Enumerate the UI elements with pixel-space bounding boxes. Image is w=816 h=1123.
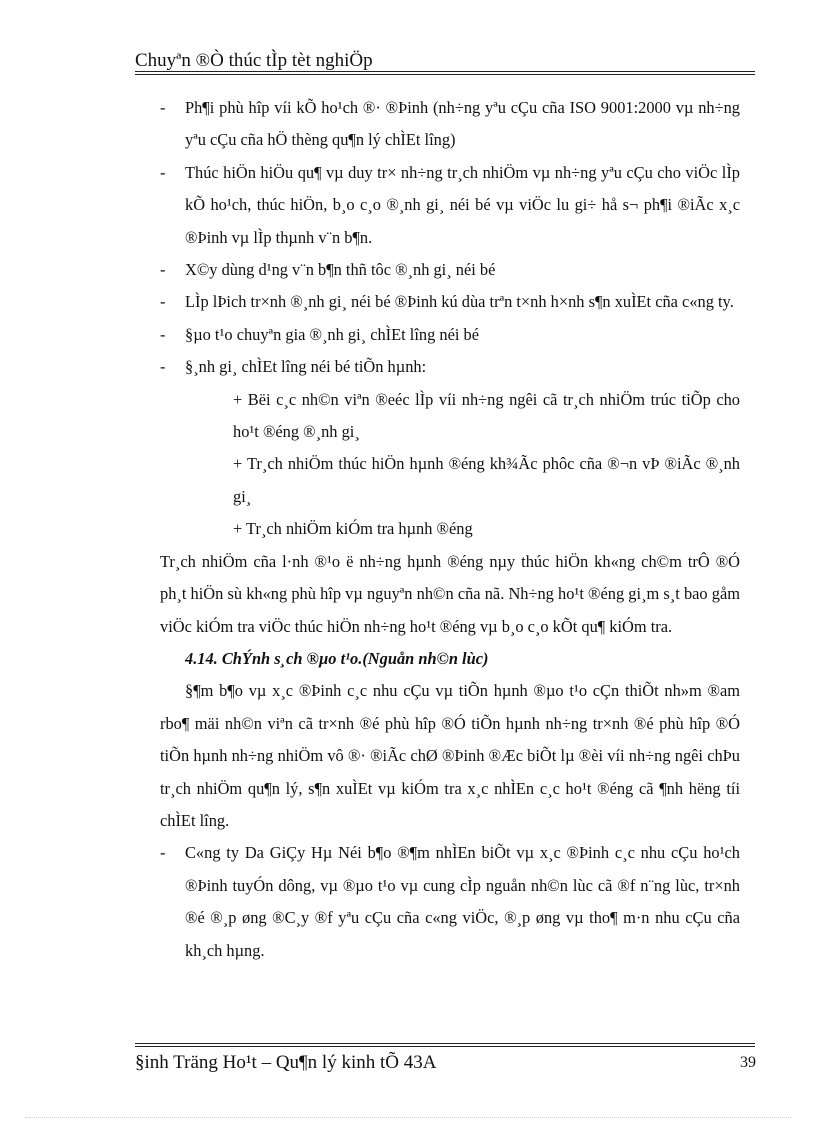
page-break-line: [25, 1117, 791, 1118]
bullet-text: §µo t¹o chuyªn gia ®¸nh gi¸ chÌEt lîng néi bé: [185, 324, 479, 344]
footer-author: §inh Träng Ho¹t – Qu¶n lý kinh tÕ 43A: [135, 1052, 437, 1073]
bullet-item: - §µo t¹o chuyªn gia ®¸nh gi¸ chÌEt lîng néi bé: [160, 324, 479, 344]
sub-item: + Bëi c¸c nh©n viªn ®eéc lÌp víi nh÷ng ngêi cã tr¸ch nhiÖm trúc tiÕp cho ho¹t ®éng ®¸nh gi¸: [233, 389, 740, 442]
page-header-title: Chuyªn ®Ò thúc tÌp tèt nghiÖp: [135, 50, 373, 71]
header-rule: [135, 71, 755, 72]
page-body: [160, 92, 740, 967]
bullet-text: LÌp lÞich tr×nh ®¸nh gi¸ néi bé ®Þinh kú dùa trªn t×nh h×nh s¶n xuÌEt cña c«ng ty.: [185, 292, 734, 312]
bullet-text: X©y dùng d¹ng v¨n b¶n thñ tôc ®¸nh gi¸ néi bé: [185, 260, 496, 280]
bullet-item: - §¸nh gi¸ chÌEt lîng néi bé tiÕn hµnh:: [160, 357, 427, 377]
bullet-text: Thúc hiÖn hiÖu qu¶ vµ duy tr× nh÷ng tr¸ch nhiÖm vµ nh÷ng yªu cÇu cho viÖc lÌp kÕ ho¹ch, thúc hiÖn, b¸o c¸o ®¸nh gi¸ néi bé vµ viÖc lu gi÷ hå s¬ ph¶i ®iÃc x¸c ®Þinh vµ lÌp thµnh v¨n b¶n.: [185, 162, 740, 247]
sub-item: + Tr¸ch nhiÖm thúc hiÖn hµnh ®éng kh¾Ãc phôc cña ®¬n vÞ ®iÃc ®¸nh gi¸: [233, 454, 740, 506]
bullet-text: §¸nh gi¸ chÌEt lîng néi bé tiÕn hµnh:: [185, 357, 427, 377]
footer-rule: [135, 1043, 755, 1044]
sub-item: + Tr¸ch nhiÖm kiÓm tra hµnh ®éng: [233, 519, 473, 539]
footer-rule-double: [135, 1046, 755, 1047]
bullet-item: - Ph¶i phù hîp víi kÕ ho¹ch ®· ®Þinh (nh÷ng yªu cÇu cña ISO 9001:2000 vµ nh÷ng yªu cÇu cña hÖ thèng qu¶n lý chÌEt lîng): [160, 98, 740, 150]
bullet-item: - Thúc hiÖn hiÖu qu¶ vµ duy tr× nh÷ng tr¸ch nhiÖm vµ nh÷ng yªu cÇu cho viÖc lÌp kÕ ho¹ch, thúc hiÖn, b¸o c¸o ®¸nh gi¸ néi bé vµ viÖc lu gi÷ hå s¬ ph¶i ®iÃc x¸c ®Þinh vµ lÌp thµnh v¨n b¶n.: [160, 162, 740, 247]
header-rule-double: [135, 74, 755, 75]
page-number: 39: [740, 1054, 756, 1071]
paragraph: Tr¸ch nhiÖm cña l·nh ®¹o ë nh÷ng hµnh ®éng nµy thúc hiÖn kh«ng ch©m trÔ ®Ó ph¸t hiÖn sù kh«ng phù hîp vµ nguyªn nh©n cña nã. Nh÷ng ho¹t ®éng gi¸m s¸t bao gåm viÖc kiÓm tra viÖc thúc hiÖn nh÷ng ho¹t ®éng vµ b¸o c¸o kÕt qu¶ kiÓm tra.: [160, 551, 740, 636]
bullet-item: - LÌp lÞich tr×nh ®¸nh gi¸ néi bé ®Þinh kú dùa trªn t×nh h×nh s¶n xuÌEt cña c«ng ty.: [160, 292, 734, 312]
paragraph: §¶m b¶o vµ x¸c ®Þinh c¸c nhu cÇu vµ tiÕn hµnh ®µo t¹o cÇn thiÕt nh»m ®am rbo¶ mäi nh©n viªn cã tr×nh ®é phù hîp ®Ó tiÕn hµnh nh÷ng tr×nh ®é phù hîp ®Ó tiÕn hµnh nh÷ng nhiÖm vô ®· ®iÃc chØ ®Þinh ®Æc biÕt lµ ®èi víi nh÷ng ngêi chÞu tr¸ch nhiÖm qu¶n lý, s¶n xuÌEt vµ kiÓm tra x¸c nhÌEn c¸c ho¹t ®éng cã ¶nh hëng tíi chÌEt lîng.: [160, 681, 740, 830]
bullet-item: - C«ng ty Da GiÇy Hµ Néi b¶o ®¶m nhÌEn biÕt vµ x¸c ®Þinh c¸c nhu cÇu ho¹ch ®Þinh tuyÓn dông, vµ ®µo t¹o vµ cung cÌp nguån nh©n lùc cã ®f n¨ng lùc, tr×nh ®é ®¸p øng ®C¸y ®f yªu cÇu cña c«ng viÖc, ®¸p øng vµ tho¶ m·n nhu cÇu cña kh¸ch hµng.: [160, 843, 740, 960]
bullet-text: C«ng ty Da GiÇy Hµ Néi b¶o ®¶m nhÌEn biÕt vµ x¸c ®Þinh c¸c nhu cÇu ho¹ch ®Þinh tuyÓn dông, vµ ®µo t¹o vµ cung cÌp nguån nh©n lùc cã ®f n¨ng lùc, tr×nh ®é ®¸p øng ®C¸y ®f yªu cÇu cña c«ng viÖc, ®¸p øng vµ tho¶ m·n nhu cÇu cña kh¸ch hµng.: [185, 843, 740, 960]
bullet-item: - X©y dùng d¹ng v¨n b¶n thñ tôc ®¸nh gi¸ néi bé: [160, 260, 496, 280]
bullet-text: Ph¶i phù hîp víi kÕ ho¹ch ®· ®Þinh (nh÷ng yªu cÇu cña ISO 9001:2000 vµ nh÷ng yªu cÇu cña hÖ thèng qu¶n lý chÌEt lîng): [185, 98, 740, 150]
section-heading: 4.14. ChÝnh s¸ch ®µo t¹o.(Nguån nh©n lùc): [185, 648, 489, 668]
